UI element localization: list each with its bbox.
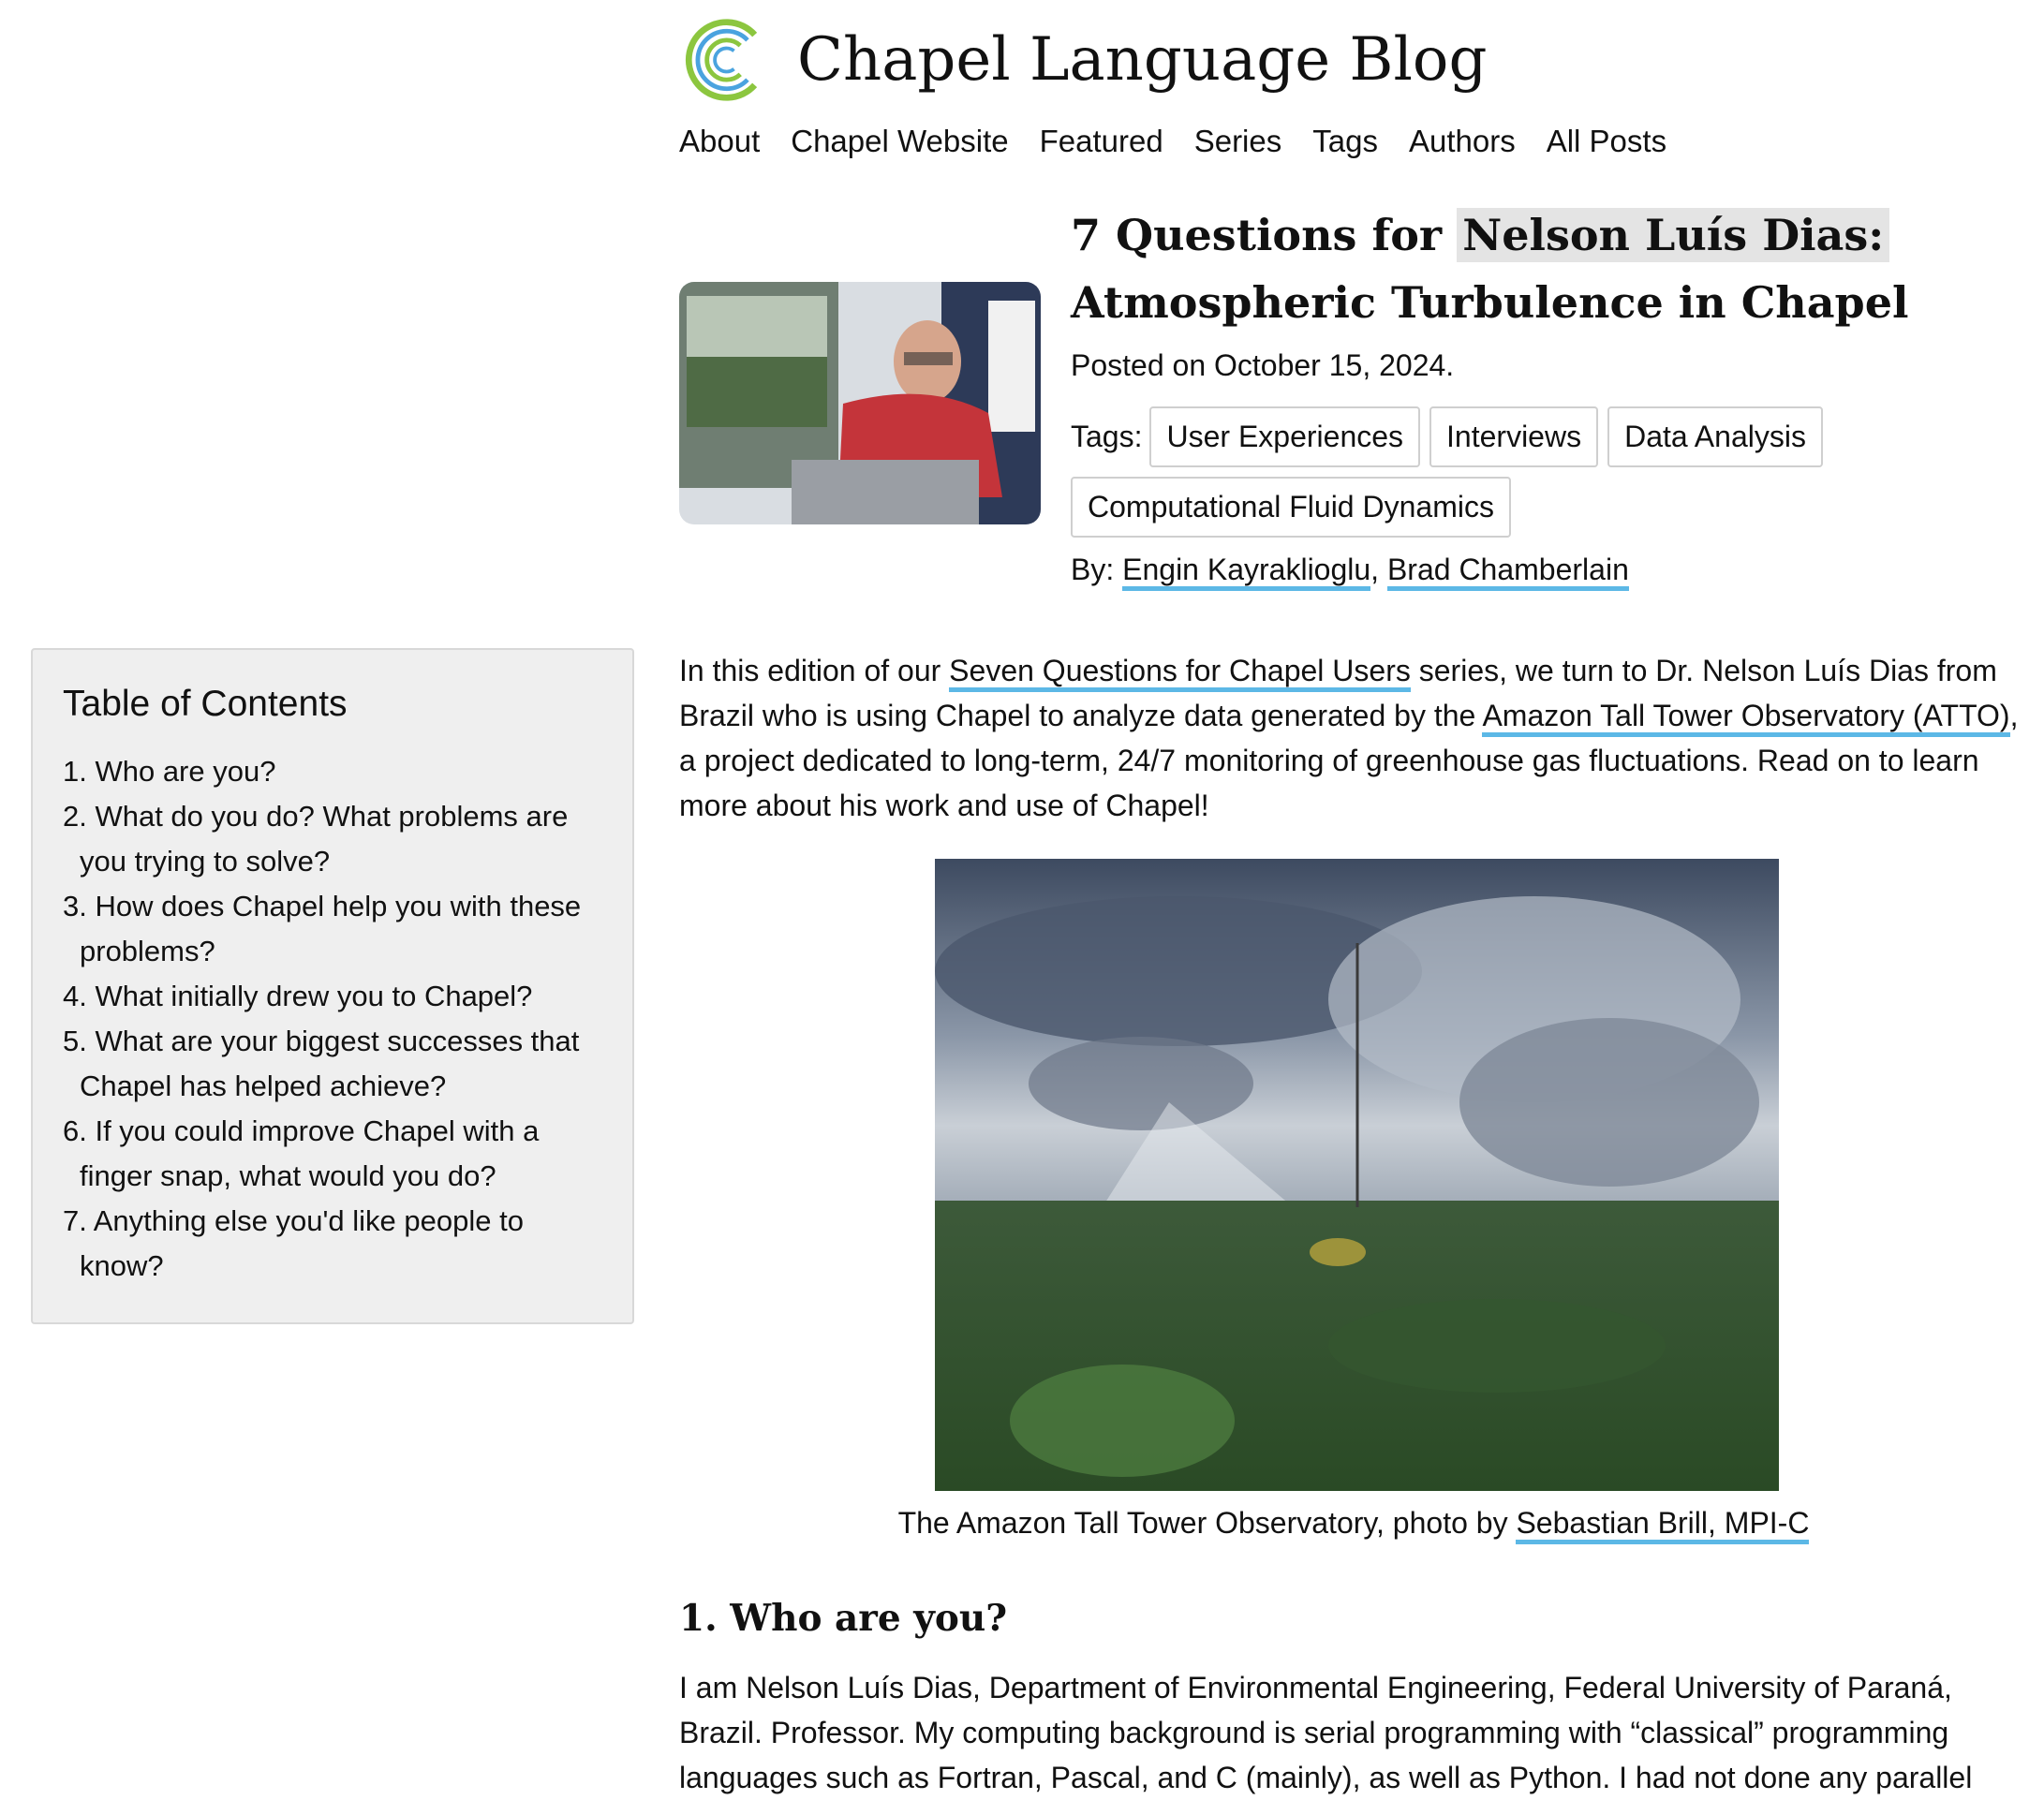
toc-item-1[interactable]: 1. Who are you? xyxy=(63,755,276,788)
nav-about[interactable]: About xyxy=(679,124,761,158)
tag-computational-fluid-dynamics[interactable]: Computational Fluid Dynamics xyxy=(1071,477,1511,538)
tag-interviews[interactable]: Interviews xyxy=(1429,406,1598,467)
post-title-prefix: 7 Questions for xyxy=(1071,210,1443,260)
nav-chapel-website[interactable]: Chapel Website xyxy=(791,124,1009,158)
tags-label: Tags: xyxy=(1071,420,1143,453)
atto-tower-photo xyxy=(935,859,1779,1491)
post-title-highlight xyxy=(1457,208,1889,262)
author-separator: , xyxy=(1370,553,1380,586)
nav-tags[interactable]: Tags xyxy=(1312,124,1378,158)
toc-item-6[interactable]: 6. If you could improve Chapel with a finger snap, what would you do? xyxy=(63,1114,540,1192)
site-title[interactable]: Chapel Language Blog xyxy=(797,25,1488,95)
site-header xyxy=(679,7,1487,112)
intro-paragraph xyxy=(679,648,2028,828)
nav-authors[interactable]: Authors xyxy=(1408,124,1516,158)
section-paragraph-who: I am Nelson Luís Dias, Department of Environmental Engineering, Federal University of Paraná, Brazil. Professor. My computing background is serial programming with “classical” programming languages such as Fortran, Pascal, and C (mainly), as well as Python. I had not done any parallel xyxy=(679,1671,1973,1794)
post-title xyxy=(1071,201,2007,336)
toc-title: Table of Contents xyxy=(63,684,348,724)
tag-list xyxy=(1071,406,1914,538)
intro-text-3: , a project dedicated to long-term, 24/7 monitoring of greenhouse gas fluctuations. Read on to learn more about his work and use of Chapel! xyxy=(679,699,2019,822)
post-title-line2: Atmospheric Turbulence in Chapel xyxy=(1071,277,1909,328)
author-photo xyxy=(679,282,1041,524)
author-link-brad[interactable]: Brad Chamberlain xyxy=(1387,553,1629,591)
toc-item-3[interactable]: 3. How does Chapel help you with these problems? xyxy=(63,890,582,967)
table-of-contents xyxy=(31,648,634,1324)
intro-text-1: In this edition of our xyxy=(679,654,950,687)
toc-item-7[interactable]: 7. Anything else you'd like people to know? xyxy=(63,1204,524,1282)
byline xyxy=(1071,553,1629,587)
toc-item-4[interactable]: 4. What initially drew you to Chapel? xyxy=(63,980,533,1012)
post-date: Posted on October 15, 2024. xyxy=(1071,348,1455,382)
by-label: By: xyxy=(1071,553,1115,586)
main-nav xyxy=(679,124,1666,159)
post-title-colon: : xyxy=(1868,210,1885,260)
intro-text-2: series, we turn to Dr. Nelson Luís Dias from Brazil who is using Chapel to analyze data generated by the xyxy=(679,654,1997,732)
post-title-name: Nelson Luís Dias xyxy=(1462,210,1869,260)
caption-text: The Amazon Tall Tower Observatory, photo by xyxy=(897,1506,1517,1540)
photo-caption xyxy=(679,1506,2028,1541)
tag-data-analysis[interactable]: Data Analysis xyxy=(1607,406,1823,467)
toc-item-2[interactable]: 2. What do you do? What problems are you trying to solve? xyxy=(63,800,569,878)
tag-user-experiences[interactable]: User Experiences xyxy=(1149,406,1420,467)
nav-series[interactable]: Series xyxy=(1193,124,1282,158)
nav-featured[interactable]: Featured xyxy=(1039,124,1163,158)
toc-item-5[interactable]: 5. What are your biggest successes that Chapel has helped achieve? xyxy=(63,1025,580,1102)
author-link-engin[interactable]: Engin Kayraklioglu xyxy=(1122,553,1370,591)
photo-credit-link[interactable]: Sebastian Brill, MPI-C xyxy=(1516,1506,1809,1544)
atto-link[interactable]: Amazon Tall Tower Observatory (ATTO) xyxy=(1482,699,2009,737)
nav-all-posts[interactable]: All Posts xyxy=(1546,124,1667,158)
section-heading-who: 1. Who are you? xyxy=(679,1597,1008,1640)
series-link[interactable]: Seven Questions for Chapel Users xyxy=(949,654,1411,692)
chapel-logo-icon[interactable] xyxy=(679,13,769,107)
